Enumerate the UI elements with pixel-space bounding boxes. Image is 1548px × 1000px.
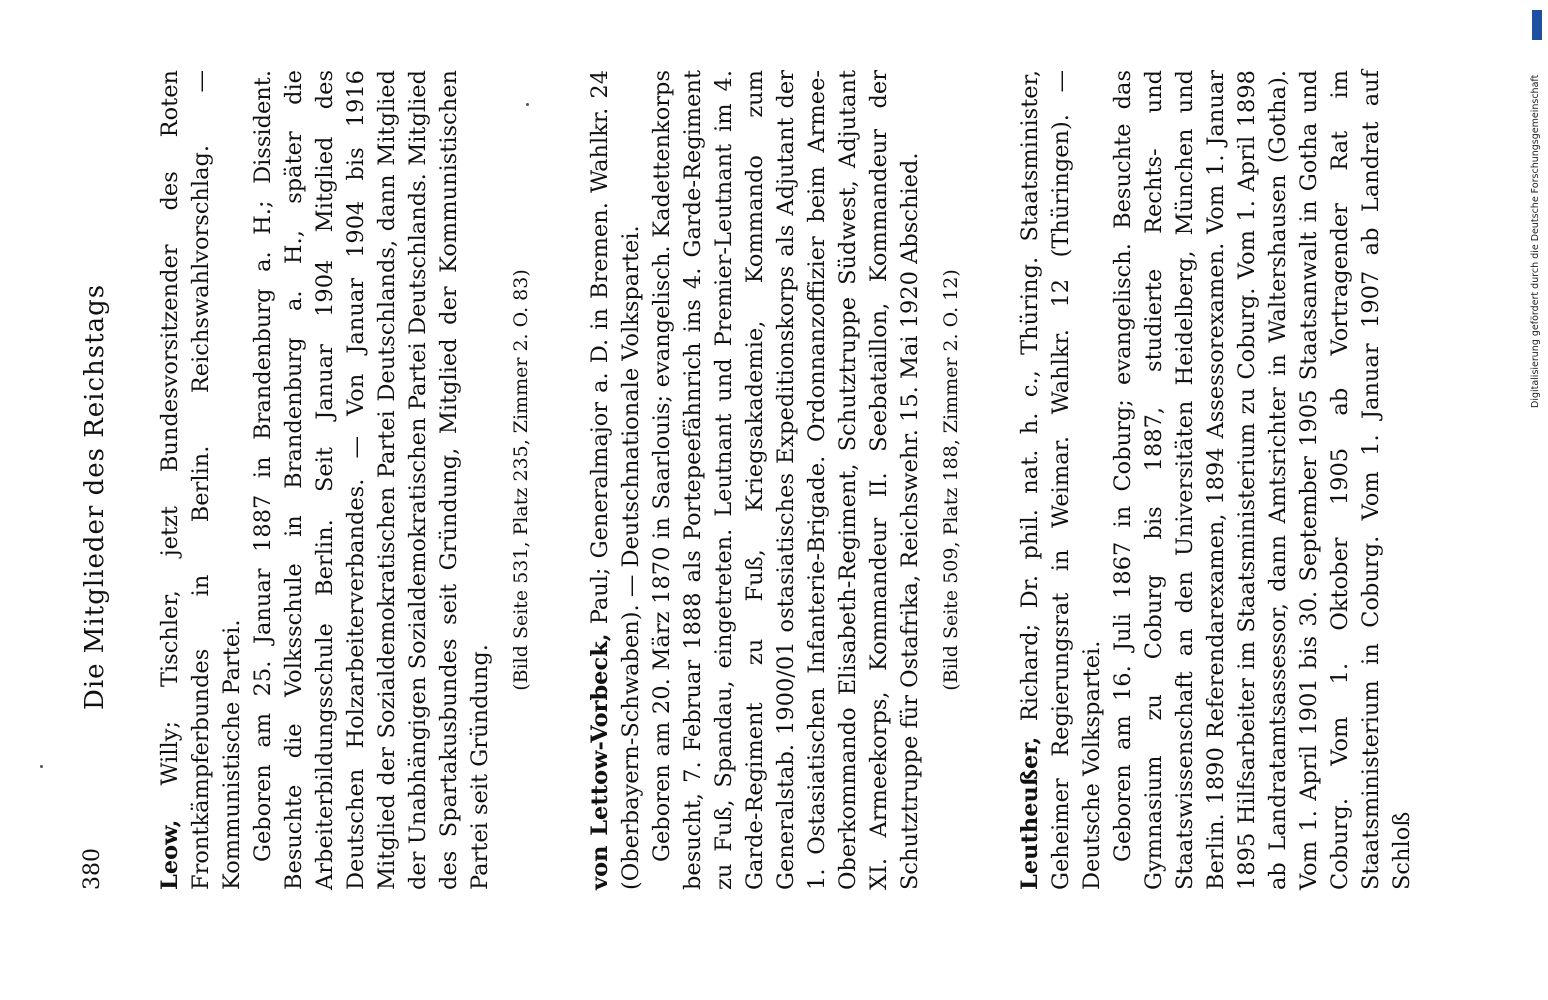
photo-reference: (Bild Seite 531, Platz 235, Zimmer 2. O. 83) — [510, 269, 532, 691]
digitization-notice-text: Digitalisierung gefördert durch die Deutsche Forschungsgemeinschaft — [1530, 74, 1541, 408]
running-head — [80, 70, 120, 890]
member-name: Leow, — [157, 819, 183, 890]
member-biography: Geboren am 16. Juli 1867 in Coburg; evangelisch. Besuchte das Gymnasium zu Coburg bis 1887, studierte Rechts- und Staatswissenschaft an den Universitäten Heidelberg, München und Berlin. 1890 Referendarexamen, 1894 Assessorexamen. Vom 1. Januar 1895 Hilfsarbeiter im Staatsministerium zu Coburg. Vom 1. April 1898 ab Landratamtsassessor, dann Amtsrichter in Waltershausen (Gotha). Vom 1. April 1901 bis 30. September 1905 Staatsanwalt in Gotha und Coburg. Vom 1. Oktober 1905 ab Vortragender Rat im Staatsministerium in Coburg. Vom 1. Januar 1907 ab Landrat auf Schloß — [1110, 70, 1415, 890]
member-entry-leutheusser — [1015, 70, 1418, 890]
entry-gap — [981, 70, 1015, 890]
member-name: von Lettow-Vorbeck, — [587, 633, 613, 890]
member-name: Leutheußer, — [1017, 736, 1043, 890]
member-intro-text: Paul; Generalmajor a. D. in Bremen. Wahlkr. 24 (Oberbayern-Schwaben). — Deutschnationale Volkspartei. — [587, 69, 644, 890]
page-title: Die Mitglieder des Reichstags — [80, 283, 110, 710]
digitization-notice — [1528, 8, 1544, 408]
page-number: 380 — [80, 848, 105, 890]
member-biography: Geboren am 25. Januar 1887 in Brandenburg a. H.; Dissident. Besuchte die Volksschule in Brandenburg a. H., später die Arbeiterbildungsschule Berlin. Seit Januar 1904 Mitglied des Deutschen Holzarbeiterverbandes. — Von Januar 1904 bis 1916 Mitglied der Sozialdemokratischen Partei Deutschlands, dann Mitglied der Unabhängigen Sozialdemokratischen Partei Deutschlands. Mitglied des Spartakusbundes seit Gründung, Mitglied der Kommunistischen Partei seit Gründung. — [250, 70, 493, 890]
member-biography: Geboren am 20. März 1870 in Saarlouis; evangelisch. Kadettenkorps besucht, 7. Februar 1888 als Portepeefähnrich ins 4. Garde-Regiment zu Fuß, Spandau, eingetreten. Leutnant und Premier-Leutnant im 4. Garde-Regiment zu Fuß, Kriegsakademie, Kommando zum Generalstab. 1900/01 ostasiatisches Expeditionskorps als Adjutant der 1. Ostasiatischen Infanterie-Brigade. Ordonnanzoffizier beim Armee-Oberkommando Elisabeth-Regiment, Schutztruppe Südwest, Adjutant XI. Armeekorps, Kommandeur II. Seebataillon, Kommandeur der Schutztruppe für Ostafrika, Reichswehr. 15. Mai 1920 Abschied. — [649, 70, 923, 890]
entry-intro — [155, 70, 248, 890]
entry-gap — [551, 70, 585, 890]
scan-speck — [40, 765, 43, 768]
entry-intro — [1015, 70, 1108, 890]
entry-intro — [585, 70, 647, 890]
member-entries — [155, 70, 1432, 890]
member-intro-text: Richard; Dr. phil. nat. h. c., Thüring. Staatsminister, Geheimer Regierungsrat in Weimar. Wahlkr. 12 (Thüringen). — Deutsche Volkspartei. — [1017, 70, 1105, 890]
member-entry-lettow-vorbeck — [585, 70, 967, 890]
member-intro-text: Willy; Tischler, jetzt Bundesvorsitzender des Roten Frontkämpferbundes in Berlin. Reichswahlvorschlag. — Kommunistische Partei. — [157, 70, 245, 890]
member-entry-leow — [155, 70, 537, 890]
scan-speck — [526, 103, 529, 106]
photo-reference: (Bild Seite 509, Platz 188, Zimmer 2. O. 12) — [940, 269, 962, 691]
